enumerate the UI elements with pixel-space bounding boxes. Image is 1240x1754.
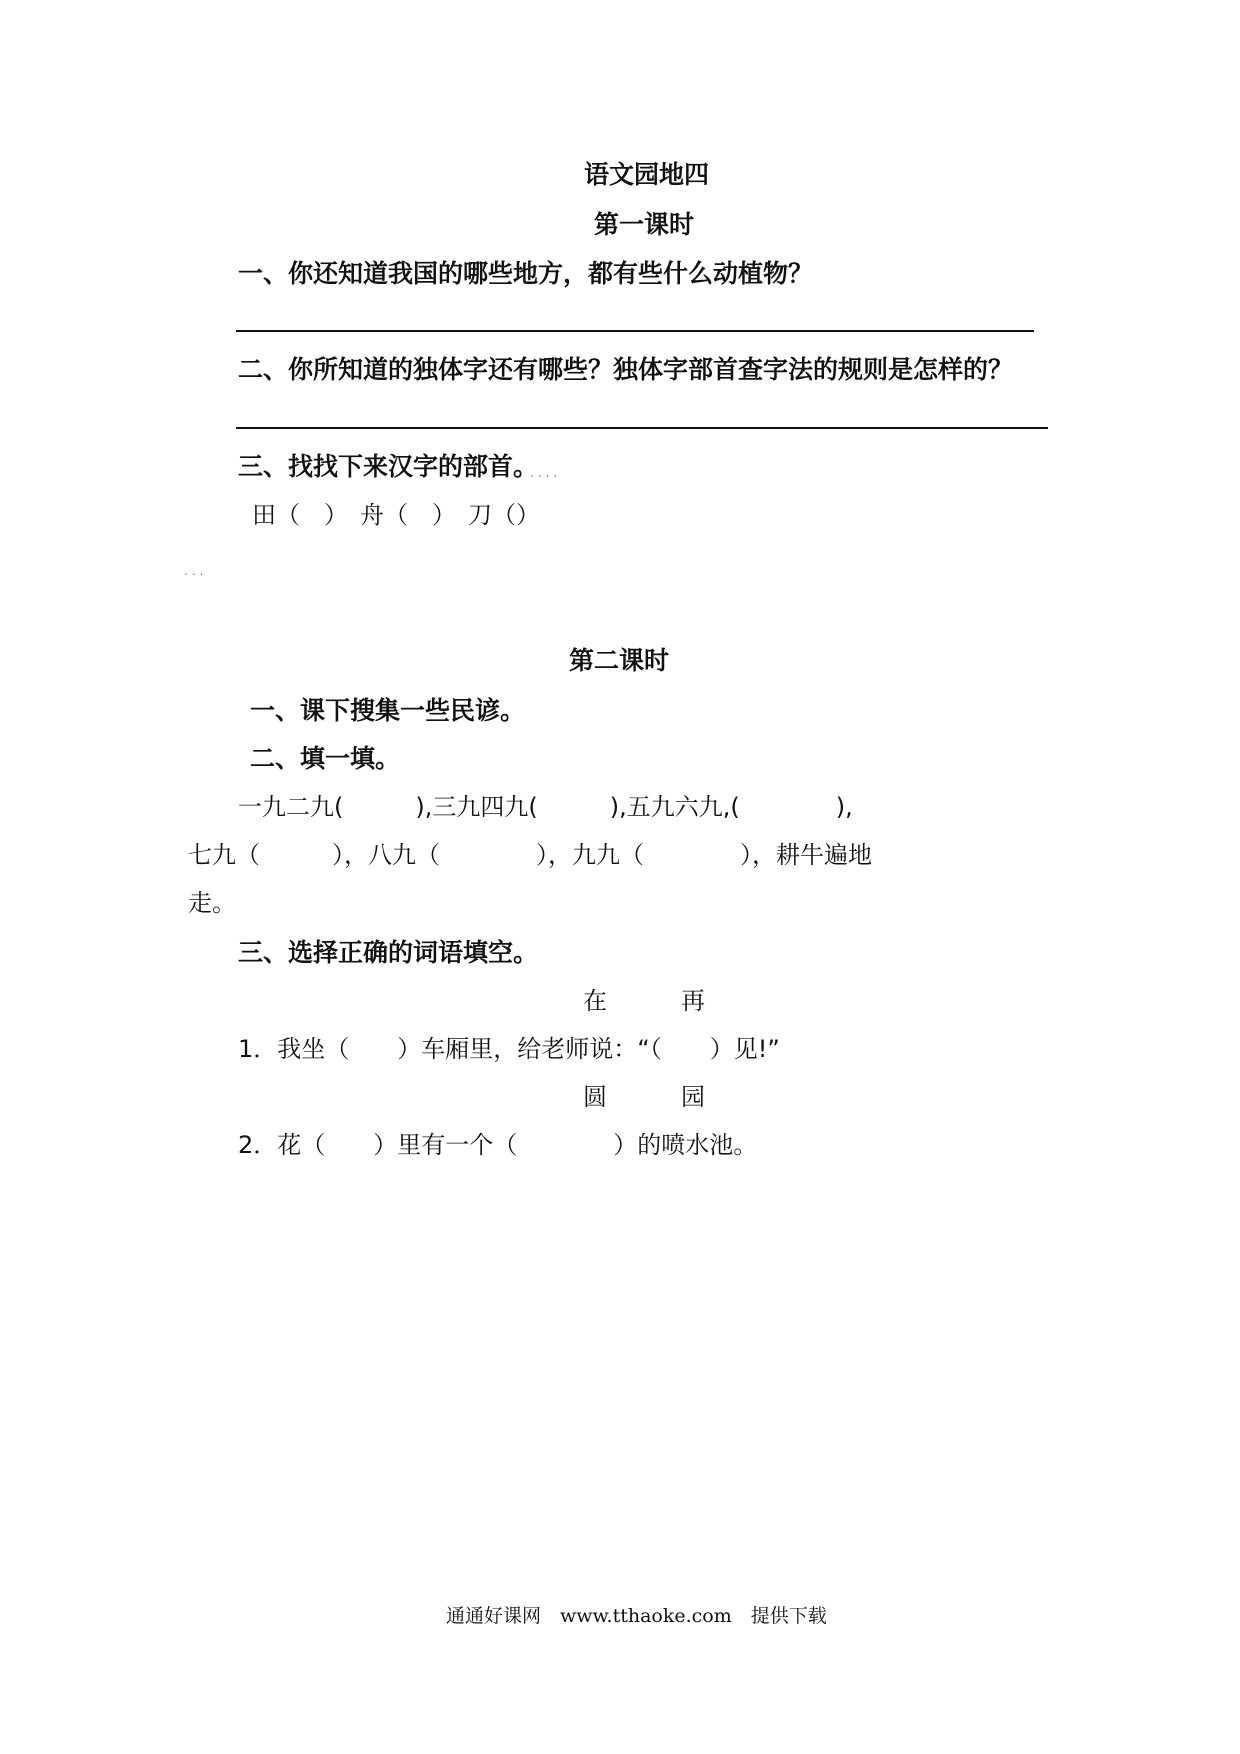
lesson1-question-2: 二、你所知道的独体字还有哪些？独体字部首查字法的规则是怎样的？ (238, 355, 1014, 384)
choice-word-zai2: 再 (681, 987, 705, 1015)
lesson2-heading: 第二课时 (569, 646, 670, 675)
lesson1-question-1: 一、你还知道我国的哪些地方，都有些什么动植物？ (238, 259, 814, 288)
stray-dots: ... (184, 564, 208, 578)
document-title: 语文园地四 (584, 160, 710, 189)
lesson1-heading: 第一课时 (594, 210, 695, 239)
radical-items: 田（ ） 舟（ ） 刀（） (252, 501, 540, 529)
fill-line-3: 走。 (188, 889, 236, 917)
answer-line-1 (236, 330, 1034, 332)
answer-line-2 (236, 427, 1048, 429)
fill-line-2: 七九（ ），八九（ ），九九（ ），耕牛遍地 (188, 841, 872, 869)
choice-word-yuan2: 园 (681, 1083, 705, 1111)
choice-word-zai: 在 (583, 987, 607, 1015)
choice-word-yuan: 圆 (583, 1083, 607, 1111)
lesson2-question-2: 二、填一填。 (250, 744, 401, 773)
lesson2-question-3: 三、选择正确的词语填空。 (238, 938, 539, 967)
footer-source: 通通好课网 www.tthaoke.com 提供下载 (446, 1605, 827, 1627)
lesson2-question-1: 一、课下搜集一些民谚。 (250, 696, 526, 725)
fill-line-1: 一九二九( ),三九四九( ),五九六九,( ), (238, 793, 853, 821)
trailing-dots: .... (530, 466, 562, 480)
sentence-1: 1．我坐（ ）车厢里，给老师说：“（ ）见!” (238, 1035, 780, 1063)
lesson1-question-3: 三、找找下来汉字的部首。 (238, 452, 539, 481)
sentence-2: 2．花（ ）里有一个（ ）的喷水池。 (238, 1131, 758, 1159)
